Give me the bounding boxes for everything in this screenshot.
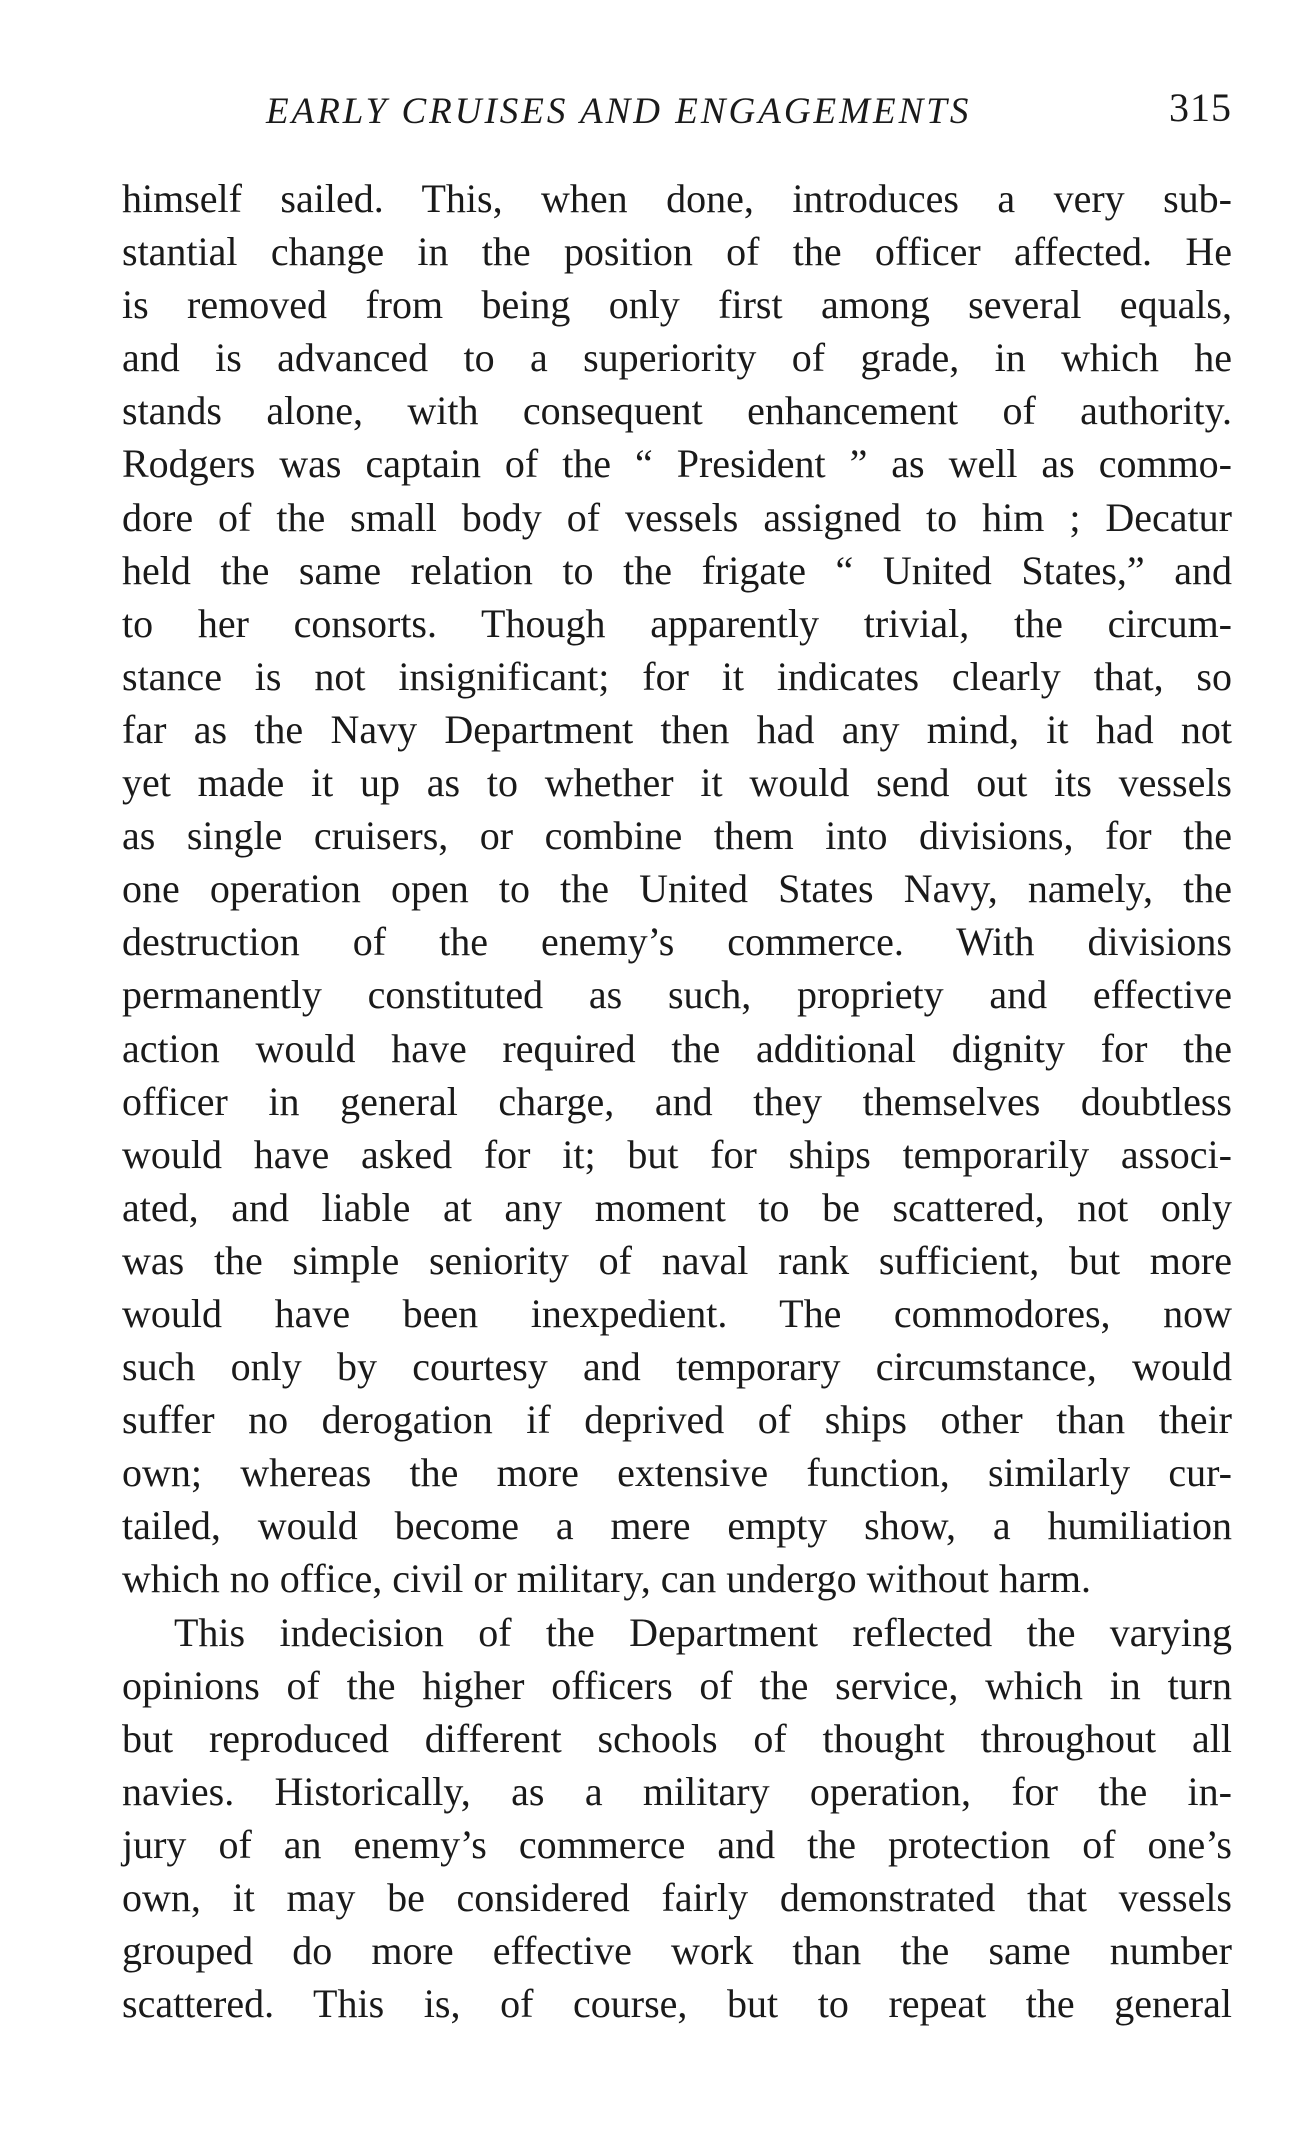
text-line: stantial change in the position of the officer affected. He [122, 229, 1232, 275]
text-line: dore of the small body of vessels assigned to him ; Decatur [122, 494, 1232, 540]
text-line: own; whereas the more extensive function, similarly cur- [122, 1450, 1232, 1496]
running-head [120, 84, 1232, 144]
text-line: suffer no derogation if deprived of ships other than their [122, 1397, 1232, 1443]
text-line: ated, and liable at any moment to be scattered, not only [122, 1184, 1232, 1230]
text-line: held the same relation to the frigate “ United States,” and [122, 547, 1232, 593]
text-line: one operation open to the United States Navy, namely, the [122, 866, 1232, 912]
text-line: navies. Historically, as a military operation, for the in- [122, 1768, 1232, 1814]
text-line: such only by courtesy and temporary circumstance, would [122, 1344, 1232, 1390]
text-line: far as the Navy Department then had any mind, it had not [122, 706, 1232, 752]
text-line: destruction of the enemy’s commerce. With divisions [122, 919, 1232, 965]
page-number: 315 [1169, 85, 1232, 130]
text-line: tailed, would become a mere empty show, a humiliation [122, 1503, 1232, 1549]
body-text [122, 172, 1232, 2030]
text-line: was the simple seniority of naval rank sufficient, but more [122, 1237, 1232, 1283]
text-line: own, it may be considered fairly demonstrated that vessels [122, 1875, 1232, 1920]
text-line: This indecision of the Department reflected the varying [174, 1609, 1232, 1655]
text-line: stance is not insignificant; for it indicates clearly that, so [122, 653, 1232, 699]
text-line: Rodgers was captain of the “ President ” as well as commo- [122, 441, 1232, 487]
text-line: opinions of the higher officers of the service, which in turn [122, 1662, 1232, 1708]
text-line: to her consorts. Though apparently trivial, the circum- [122, 600, 1232, 646]
text-line: as single cruisers, or combine them into divisions, for the [122, 813, 1232, 859]
text-line: which no office, civil or military, can undergo without harm. [122, 1556, 1092, 1602]
running-title: EARLY CRUISES AND ENGAGEMENTS [266, 91, 972, 132]
text-line: grouped do more effective work than the same number [122, 1928, 1232, 1974]
text-line: stands alone, with consequent enhancement of authority. [122, 388, 1232, 434]
text-line: permanently constituted as such, propriety and effective [122, 972, 1232, 1018]
text-line: jury of an enemy’s commerce and the protection of one’s [122, 1821, 1232, 1867]
text-line: scattered. This is, of course, but to repeat the general [122, 1981, 1232, 2027]
text-line: action would have required the additional dignity for the [122, 1025, 1232, 1071]
text-line: himself sailed. This, when done, introduces a very sub- [122, 176, 1232, 221]
text-line: would have been inexpedient. The commodores, now [122, 1290, 1232, 1336]
text-line: is removed from being only first among several equals, [122, 282, 1232, 328]
text-line: but reproduced different schools of thought throughout all [122, 1715, 1232, 1761]
text-line: would have asked for it; but for ships temporarily associ- [122, 1131, 1232, 1177]
text-line: officer in general charge, and they themselves doubtless [122, 1078, 1232, 1124]
text-line: and is advanced to a superiority of grade, in which he [122, 335, 1232, 381]
text-line: yet made it up as to whether it would send out its vessels [122, 760, 1232, 806]
